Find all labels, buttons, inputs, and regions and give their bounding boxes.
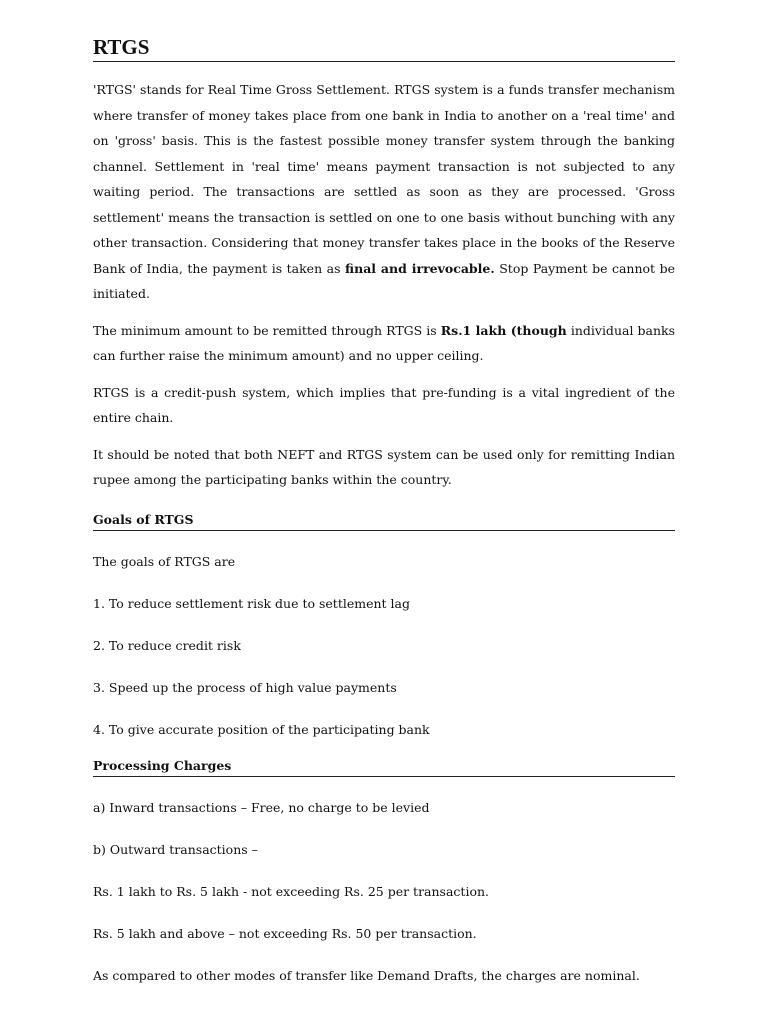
goals-item: 1. To reduce settlement risk due to settlement lag bbox=[93, 595, 410, 611]
goals-item: 3. Speed up the process of high value payments bbox=[93, 679, 397, 695]
intro-p1-bold: final and irrevocable. bbox=[345, 260, 495, 276]
charges-line: a) Inward transactions – Free, no charge to be levied bbox=[93, 799, 430, 815]
intro-p1-text-b: Stop Payment be cannot be initiated. bbox=[93, 260, 675, 301]
charges-line: b) Outward transactions – bbox=[93, 841, 258, 857]
charges-line: As compared to other modes of transfer like Demand Drafts, the charges are nominal. bbox=[93, 967, 640, 983]
document-body bbox=[93, 34, 675, 1009]
intro-p2-text-b: individual banks can further raise the minimum amount) and no upper ceiling. bbox=[93, 322, 675, 363]
intro-paragraph-1 bbox=[93, 77, 675, 307]
page-title: RTGS bbox=[93, 34, 675, 62]
charges-heading: Processing Charges bbox=[93, 757, 675, 777]
charges-line: Rs. 5 lakh and above – not exceeding Rs. 50 per transaction. bbox=[93, 925, 477, 941]
goals-item: 4. To give accurate position of the participating bank bbox=[93, 721, 430, 737]
intro-paragraph-2 bbox=[93, 318, 675, 369]
goals-item: 2. To reduce credit risk bbox=[93, 637, 241, 653]
intro-paragraph-4: It should be noted that both NEFT and RTGS system can be used only for remitting Indian rupee among the participating banks within the country. bbox=[93, 446, 675, 487]
intro-p2-text-a: The minimum amount to be remitted through RTGS is bbox=[93, 322, 441, 338]
intro-p1-text-a: 'RTGS' stands for Real Time Gross Settlement. RTGS system is a funds transfer mechanism where transfer of money takes place from one bank in India to another on a 'real time' and on 'gross' basis. This is the fastest possible money transfer system through the banking channel. Settlement in 'real time' means payment transaction is not subjected to any waiting period. The transactions are settled as soon as they are processed. 'Gross settlement' means the transaction is settled on one to one basis without bunching with any other transaction. Considering that money transfer takes place in the books of the Reserve Bank of India, the payment is taken as bbox=[93, 82, 675, 276]
goals-heading: Goals of RTGS bbox=[93, 511, 675, 531]
intro-p2-bold: Rs.1 lakh (though bbox=[440, 322, 567, 338]
goals-lead: The goals of RTGS are bbox=[93, 553, 236, 569]
intro-paragraph-3: RTGS is a credit-push system, which implies that pre-funding is a vital ingredient of the entire chain. bbox=[93, 384, 675, 425]
charges-line: Rs. 1 lakh to Rs. 5 lakh - not exceeding Rs. 25 per transaction. bbox=[93, 883, 489, 899]
